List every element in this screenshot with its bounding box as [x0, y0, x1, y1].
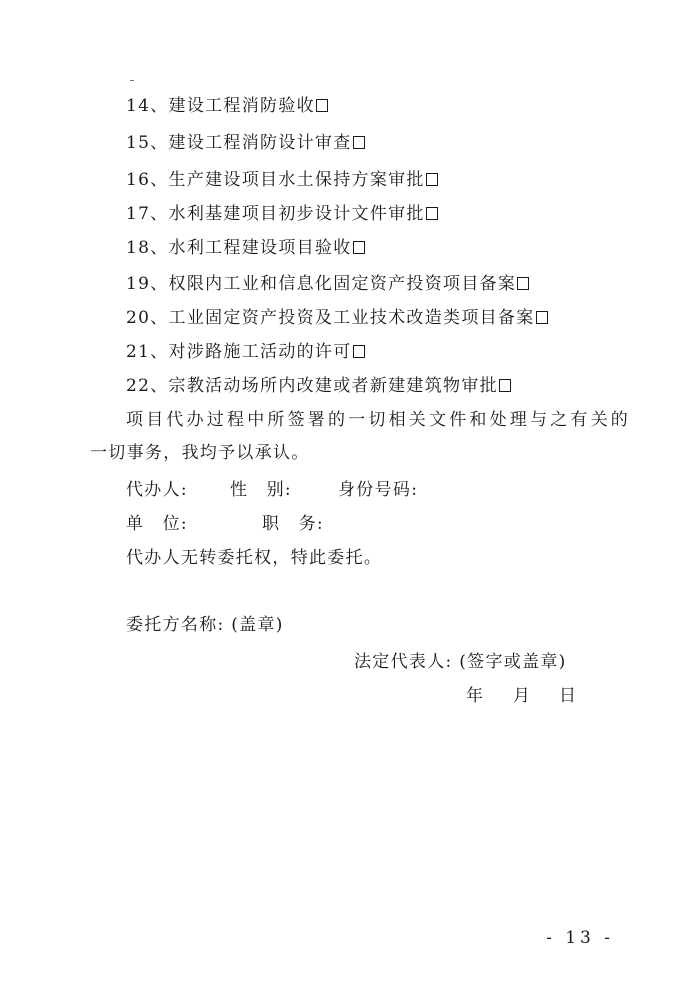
checkbox[interactable] — [426, 207, 438, 220]
date-year: 年 — [466, 686, 485, 706]
list-item — [126, 168, 438, 192]
agent-unit-label: 单 位: — [126, 514, 188, 534]
item-label: 14、建设工程消防验收 — [126, 96, 315, 116]
checkbox[interactable] — [353, 241, 365, 254]
item-label: 20、工业固定资产投资及工业技术改造类项目备案 — [126, 308, 535, 328]
legal-rep-label: 法定代表人: (签字或盖章) — [354, 652, 567, 672]
page-number: - 13 - — [546, 928, 614, 948]
agent-gender-label: 性 别: — [230, 480, 292, 500]
list-item — [126, 131, 365, 155]
checkbox[interactable] — [536, 311, 548, 324]
item-label: 19、权限内工业和信息化固定资产投资项目备案 — [126, 274, 517, 294]
checkbox[interactable] — [316, 99, 328, 112]
statement-line-1: 项目代办过程中所签署的一切相关文件和处理与之有关的 — [126, 410, 631, 430]
agent-name-label: 代办人: — [126, 480, 188, 500]
item-label: 22、宗教活动场所内改建或者新建建筑物审批 — [126, 376, 498, 396]
list-item — [126, 94, 328, 118]
checkbox[interactable] — [353, 136, 365, 149]
list-item — [126, 236, 365, 260]
agent-position-label: 职 务: — [262, 514, 324, 534]
item-label: 21、对涉路施工活动的许可 — [126, 342, 352, 362]
client-name-label: 委托方名称: (盖章) — [126, 615, 284, 635]
item-label: 17、水利基建项目初步设计文件审批 — [126, 204, 425, 224]
checkbox[interactable] — [426, 173, 438, 186]
checkbox[interactable] — [353, 345, 365, 358]
list-item — [126, 340, 365, 364]
list-item — [126, 272, 529, 296]
checkbox[interactable] — [499, 379, 511, 392]
date-day: 日 — [559, 686, 578, 706]
scan-mark — [130, 80, 134, 81]
item-label: 16、生产建设项目水土保持方案审批 — [126, 170, 425, 190]
list-item — [126, 374, 511, 398]
statement-line-2: 一切事务，我均予以承认。 — [90, 443, 310, 463]
checkbox[interactable] — [517, 277, 529, 290]
list-item — [126, 202, 438, 226]
agent-id-label: 身份号码: — [338, 480, 419, 500]
no-transfer-statement: 代办人无转委托权，特此委托。 — [126, 548, 383, 568]
item-label: 15、建设工程消防设计审查 — [126, 133, 352, 153]
list-item — [126, 306, 548, 330]
item-label: 18、水利工程建设项目验收 — [126, 238, 352, 258]
date-month: 月 — [513, 686, 532, 706]
